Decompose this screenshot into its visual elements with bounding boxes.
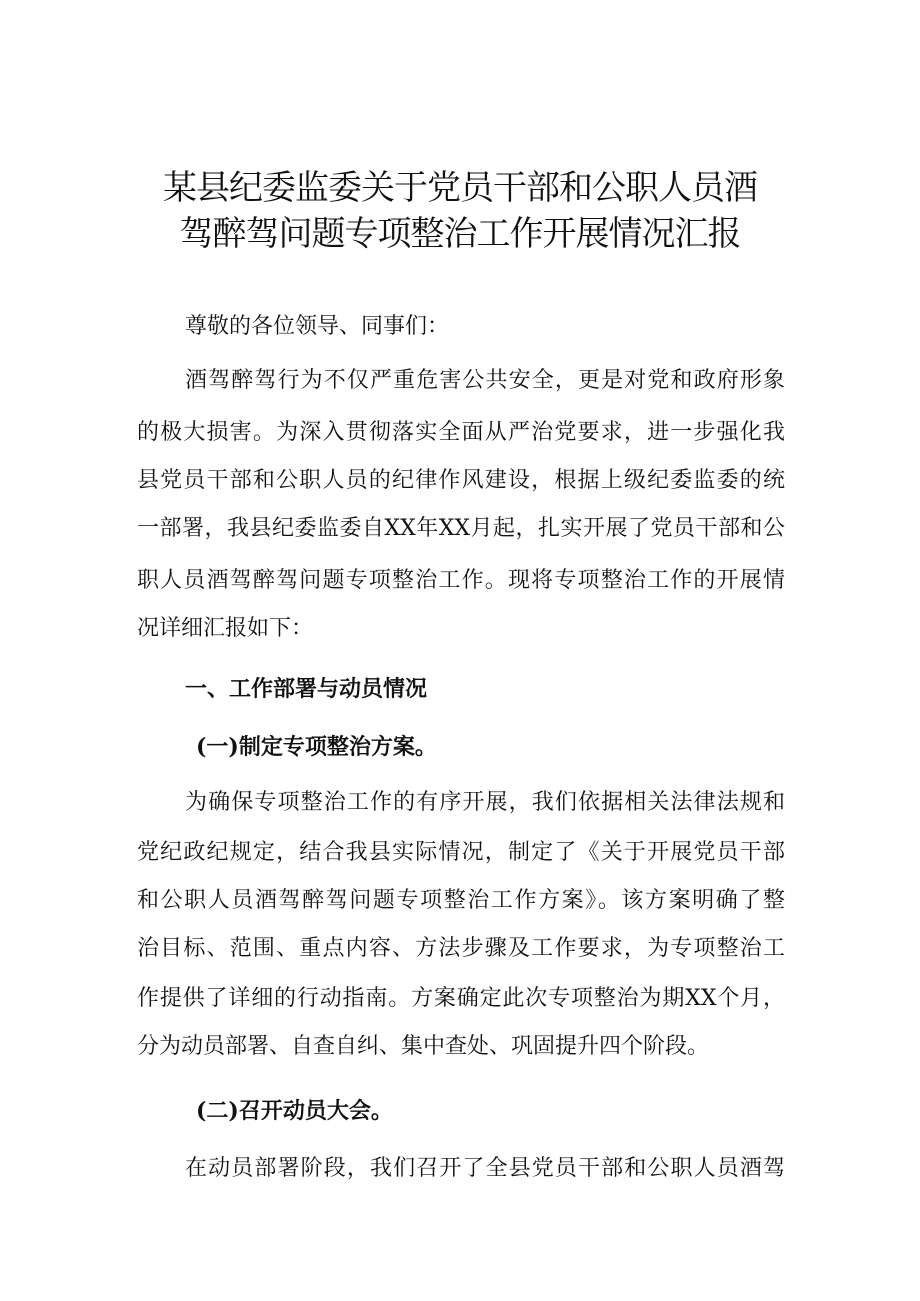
- sub1-line-5: 作提供了详细的行动指南。方案确定此次专项整治为期XX个月，: [137, 986, 785, 1011]
- subsection-1-heading: (一)制定专项整治方案。: [196, 734, 437, 760]
- sub1-line-6: 分为动员部署、自查自纠、集中查处、巩固提升四个阶段。: [137, 1034, 710, 1059]
- section-1-heading: 一、工作部署与动员情况: [185, 676, 428, 702]
- sub1-line-1: 为确保专项整治工作的有序开展，我们依据相关法律法规和: [185, 790, 785, 815]
- salutation: 尊敬的各位领导、同事们：: [185, 314, 450, 339]
- intro-line-4: 一部署，我县纪委监委自XX年XX月起，扎实开展了党员干部和公: [137, 516, 785, 541]
- document-title-line-1: 某县纪委监委关于党员干部和公职人员酒: [163, 168, 757, 208]
- intro-line-3: 县党员干部和公职人员的纪律作风建设，根据上级纪委监委的统: [137, 468, 785, 493]
- subsection-2-heading: (二)召开动员大会。: [196, 1098, 393, 1124]
- intro-line-2: 的极大损害。为深入贯彻落实全面从严治党要求，进一步强化我: [137, 420, 785, 445]
- sub1-line-3: 和公职人员酒驾醉驾问题专项整治工作方案》。该方案明确了整: [137, 888, 785, 913]
- intro-line-6: 况详细汇报如下：: [137, 616, 314, 641]
- intro-line-5: 职人员酒驾醉驾问题专项整治工作。现将专项整治工作的开展情: [137, 568, 785, 593]
- sub1-line-4: 治目标、范围、重点内容、方法步骤及工作要求，为专项整治工: [137, 936, 785, 961]
- sub1-line-2: 党纪政纪规定，结合我县实际情况，制定了《关于开展党员干部: [137, 840, 785, 865]
- document-title-line-2: 驾醉驾问题专项整治工作开展情况汇报: [179, 214, 741, 254]
- intro-line-1: 酒驾醉驾行为不仅严重危害公共安全，更是对党和政府形象: [185, 368, 785, 393]
- sub2-line-1: 在动员部署阶段，我们召开了全县党员干部和公职人员酒驾: [185, 1156, 785, 1181]
